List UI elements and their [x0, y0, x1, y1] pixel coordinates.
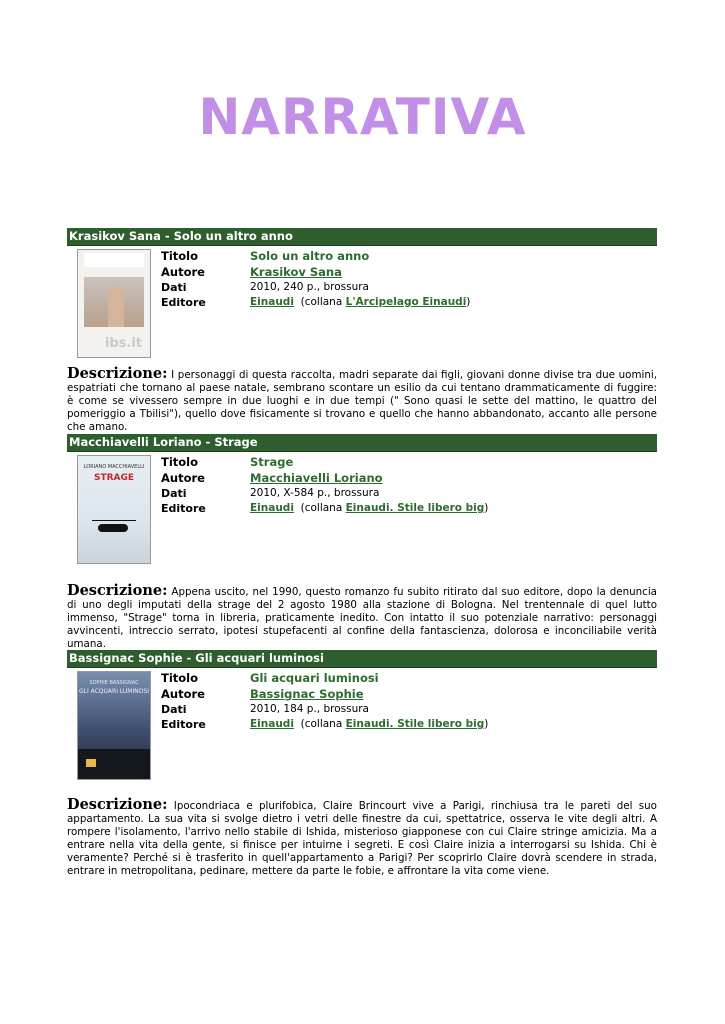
cover-photo: [84, 277, 144, 327]
cover-title-text: STRAGE: [93, 473, 135, 483]
book-header: Bassignac Sophie - Gli acquari luminosi: [67, 650, 657, 668]
publisher-link[interactable]: Einaudi: [250, 502, 294, 514]
dati-label: Dati: [161, 281, 187, 294]
description-text: Appena uscito, nel 1990, questo romanzo fu subito ritirato dal suo editore, dopo la denuncia di uno degli imputati della strage del 2 agosto 1980 alla stazione di Bologna. Nel trentennale di quel lutto immenso, "Strage" torna in libreria, praticamente inedito. Con intatto il suo potenziale narrativo: personaggi avvincenti, intreccio serrato, ipotesi stupefacenti al confine della fantascienza, dolorosa e inconciliabile verità umana.: [67, 586, 657, 650]
book-cover-image[interactable]: [77, 249, 151, 358]
description-label: Descrizione:: [67, 365, 168, 382]
titolo-value: Gli acquari luminosi: [250, 671, 379, 685]
series-link[interactable]: Einaudi. Stile libero big: [345, 502, 485, 514]
titolo-label: Titolo: [161, 455, 199, 469]
dati-label: Dati: [161, 703, 187, 716]
editore-label: Editore: [161, 718, 206, 731]
helicopter-shape: [98, 524, 128, 532]
description-text: I personaggi di questa raccolta, madri separate dai figli, giovani donne divise tra due uomini, espatriati che tornano al paese natale, sembrano scontare un esilio da cui tentano drammaticamente di fuggire: è come se vivessero sempre in due luoghi e in due tempi (" Sono quasi le sette del mattino, le quattro del pomeriggio a Tbilisi"), quello dove fisicamente si trovano e quello che hanno abbandonato, accanto alle persone che amano.: [67, 369, 657, 433]
autore-label: Autore: [161, 471, 205, 485]
author-link[interactable]: Krasikov Sana: [250, 265, 342, 279]
book-entry: [67, 650, 657, 788]
book-entry: [67, 434, 657, 572]
cover-title-text: GLI ACQUARI LUMINOSI: [78, 688, 150, 695]
book-entry: [67, 228, 657, 366]
book-cover-image[interactable]: [77, 455, 151, 564]
book-description: [67, 798, 657, 878]
autore-label: Autore: [161, 265, 205, 279]
author-link[interactable]: Bassignac Sophie: [250, 687, 364, 701]
dati-value: 2010, X-584 p., brossura: [250, 487, 380, 499]
titolo-label: Titolo: [161, 671, 199, 685]
series-link[interactable]: L'Arcipelago Einaudi: [345, 296, 467, 308]
titolo-label: Titolo: [161, 249, 199, 263]
cover-title-strip: [84, 253, 144, 267]
page-title: NARRATIVA: [198, 88, 527, 146]
book-header: Macchiavelli Loriano - Strage: [67, 434, 657, 452]
author-link[interactable]: Macchiavelli Loriano: [250, 471, 383, 485]
titolo-value: Solo un altro anno: [250, 249, 370, 263]
autore-label: Autore: [161, 687, 205, 701]
publisher-link[interactable]: Einaudi: [250, 296, 294, 308]
dati-value: 2010, 184 p., brossura: [250, 703, 369, 715]
editore-label: Editore: [161, 502, 206, 515]
collana-prefix: (collana: [300, 502, 343, 514]
collana-prefix: (collana: [300, 718, 343, 730]
series-link[interactable]: Einaudi. Stile libero big: [345, 718, 485, 730]
book-details: [161, 455, 651, 517]
book-header: Krasikov Sana - Solo un altro anno: [67, 228, 657, 246]
publisher-link[interactable]: Einaudi: [250, 718, 294, 730]
helicopter-rotor: [92, 520, 136, 521]
description-label: Descrizione:: [67, 796, 168, 813]
ibs-watermark: ibs.it: [104, 336, 142, 351]
cover-lit-window: [86, 759, 96, 767]
book-description: [67, 367, 657, 434]
dati-value: 2010, 240 p., brossura: [250, 281, 369, 293]
collana-suffix: ): [466, 296, 471, 308]
editore-label: Editore: [161, 296, 206, 309]
cover-author-text: SOPHIE BASSIGNAC: [89, 680, 139, 686]
description-label: Descrizione:: [67, 582, 168, 599]
description-text: Ipocondriaca e plurifobica, Claire Brincourt vive a Parigi, rinchiusa tra le pareti del suo appartamento. La sua vita si svolge dietro i vetri delle finestre da cui, spettatrice, osserva le vite degli altri. A rompere l'isolamento, l'arrivo nello stabile di Ishida, misterioso giapponese con cui Claire stringe amicizia. Ma a entrare nella vita della gente, si finisce per intuirne i segreti. E così Claire inizia a interrogarsi su Ishida. Chi è veramente? Perché si è trasferito in quell'appartamento a Parigi? Per scoprirlo Claire dovrà scendere in strada, entrare in metropolitana, pedinare, mettere da parte le fobie, e affrontare la vita come viene.: [67, 800, 657, 877]
book-details: [161, 671, 651, 733]
book-details: [161, 249, 651, 311]
cover-author-text: LORIANO MACCHIAVELLI: [83, 464, 145, 470]
titolo-value: Strage: [250, 455, 294, 469]
book-cover-image[interactable]: [77, 671, 151, 780]
dati-label: Dati: [161, 487, 187, 500]
collana-suffix: ): [484, 502, 489, 514]
collana-prefix: (collana: [300, 296, 343, 308]
book-description: [67, 584, 657, 651]
collana-suffix: ): [484, 718, 489, 730]
